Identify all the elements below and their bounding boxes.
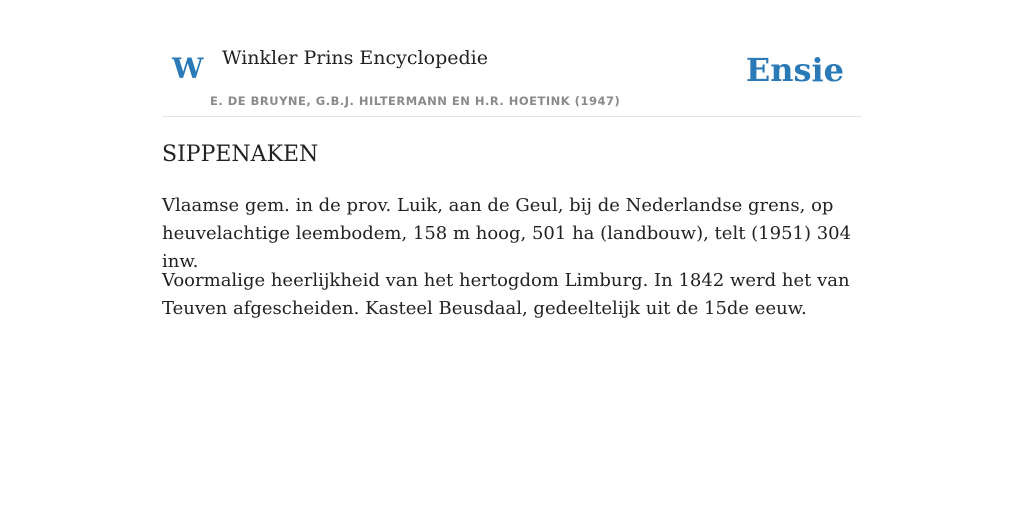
source-logo-icon[interactable]: W (172, 52, 204, 85)
brand-logo-link[interactable]: Ensie (745, 51, 844, 89)
entry-title: SIPPENAKEN (162, 142, 319, 167)
source-header (162, 0, 862, 117)
source-title[interactable]: Winkler Prins Encyclopedie (222, 47, 488, 69)
source-authors: E. DE BRUYNE, G.B.J. HILTERMANN EN H.R. HOETINK (1947) (210, 94, 621, 108)
entry-paragraph: Voormalige heerlijkheid van het hertogdom Limburg. In 1842 werd het van Teuven afgescheiden. Kasteel Beusdaal, gedeeltelijk uit de 15de eeuw. (162, 270, 850, 319)
entry-paragraph: Vlaamse gem. in de prov. Luik, aan de Geul, bij de Nederlandse grens, op heuvelachtige leembodem, 158 m hoog, 501 ha (landbouw), telt (1951) 304 inw. (162, 195, 852, 272)
